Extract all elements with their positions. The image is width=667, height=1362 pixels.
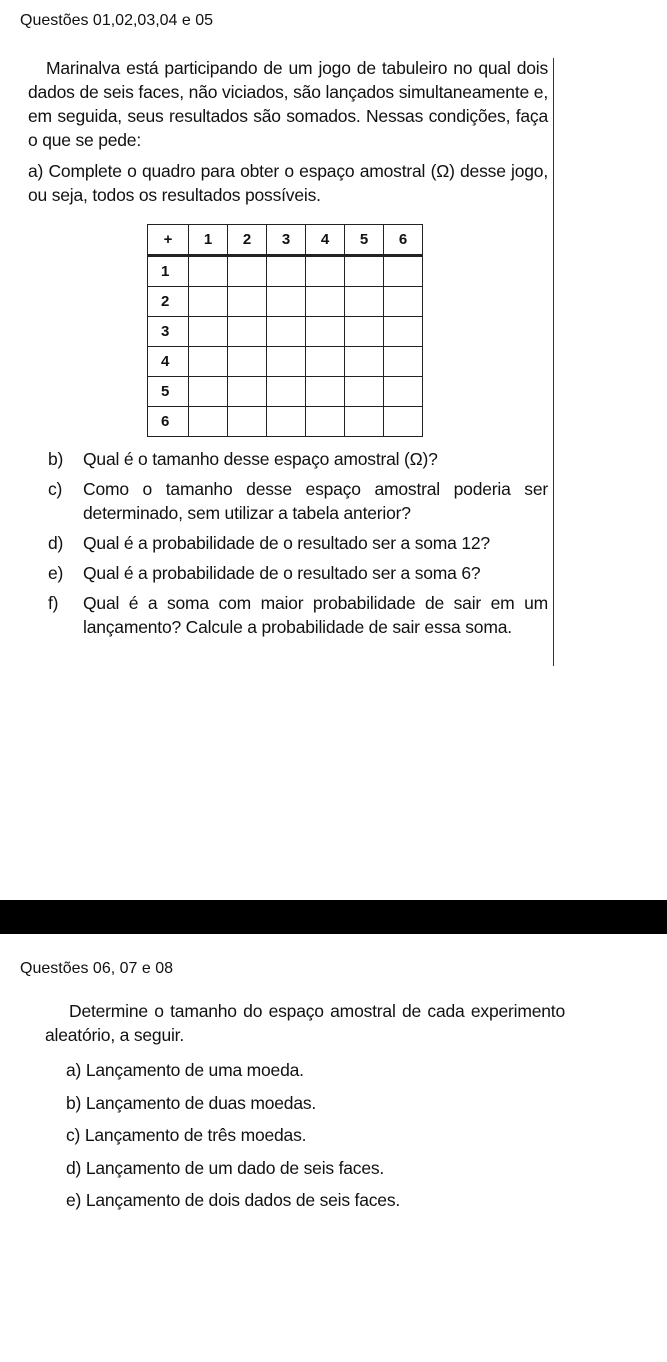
row-header: 5 xyxy=(148,377,189,407)
item-letter: f) xyxy=(48,593,59,613)
table-cell xyxy=(189,407,228,437)
item-text: Qual é o tamanho desse espaço amostral (Ω)? xyxy=(83,449,438,469)
intro-text: Determine o tamanho do espaço amostral de cada experimento aleatório, a seguir. xyxy=(45,1001,565,1045)
list-item xyxy=(48,447,548,471)
list-item xyxy=(48,531,548,555)
table-cell xyxy=(384,287,423,317)
item-letter: c) xyxy=(48,479,63,499)
col-header: 4 xyxy=(306,225,345,256)
intro-text: Marinalva está participando de um jogo de tabuleiro no qual dois dados de seis faces, não viciados, são lançados simultaneamente e, em seguida, seus resultados são somados. Nessas condições, faça o que se pede: xyxy=(28,58,548,150)
table-row xyxy=(148,287,423,317)
table-cell xyxy=(384,407,423,437)
row-header: 1 xyxy=(148,256,189,287)
item-a: a) Complete o quadro para obter o espaço amostral (Ω) desse jogo, ou seja, todos os resultados possíveis. xyxy=(28,161,548,205)
list-item: c) Lançamento de três moedas. xyxy=(66,1125,307,1145)
table-cell xyxy=(345,317,384,347)
table-cell xyxy=(189,256,228,287)
table-cell xyxy=(228,347,267,377)
table-cell xyxy=(306,256,345,287)
col-header: 2 xyxy=(228,225,267,256)
table-header-row xyxy=(148,225,423,256)
question-items xyxy=(48,447,548,645)
col-header: 1 xyxy=(189,225,228,256)
sample-space-table xyxy=(147,224,423,437)
col-header: 3 xyxy=(267,225,306,256)
list-item xyxy=(48,477,548,525)
list-item: e) Lançamento de dois dados de seis faces. xyxy=(66,1190,401,1210)
table-cell xyxy=(306,407,345,437)
item-text: Como o tamanho desse espaço amostral poderia ser determinado, sem utilizar a tabela anterior? xyxy=(83,479,548,523)
table-cell xyxy=(228,256,267,287)
intro-paragraph xyxy=(45,999,565,1047)
table-cell xyxy=(306,347,345,377)
table-row xyxy=(148,407,423,437)
table-cell xyxy=(384,377,423,407)
item-letter: d) xyxy=(48,533,64,553)
row-header: 2 xyxy=(148,287,189,317)
row-header: 4 xyxy=(148,347,189,377)
table-cell xyxy=(306,317,345,347)
margin-line xyxy=(553,58,554,666)
section1-heading: Questões 01,02,03,04 e 05 xyxy=(20,12,214,29)
list-item xyxy=(48,561,548,585)
table-cell xyxy=(267,317,306,347)
row-header: 6 xyxy=(148,407,189,437)
separator-band xyxy=(0,900,667,934)
intro-paragraph xyxy=(28,56,548,152)
table-cell xyxy=(228,407,267,437)
table-cell xyxy=(228,377,267,407)
table-cell xyxy=(345,256,384,287)
question-2-text xyxy=(45,999,565,1047)
table-cell xyxy=(267,347,306,377)
table-cell xyxy=(189,377,228,407)
item-letter: b) xyxy=(48,449,64,469)
section2-heading: Questões 06, 07 e 08 xyxy=(20,960,173,977)
table-cell xyxy=(228,317,267,347)
item-text: Qual é a probabilidade de o resultado ser a soma 6? xyxy=(83,563,481,583)
list-item: d) Lançamento de um dado de seis faces. xyxy=(66,1157,385,1178)
list-item: a) Lançamento de uma moeda. xyxy=(66,1060,304,1080)
item-text: Qual é a soma com maior probabilidade de sair em um lançamento? Calcule a probabilidade de sair essa soma. xyxy=(83,593,548,637)
table-corner: + xyxy=(148,225,189,256)
table-cell xyxy=(345,287,384,317)
table-cell xyxy=(384,317,423,347)
table-cell xyxy=(306,377,345,407)
table-row xyxy=(148,317,423,347)
table-cell xyxy=(189,317,228,347)
table-cell xyxy=(267,407,306,437)
row-header: 3 xyxy=(148,317,189,347)
col-header: 6 xyxy=(384,225,423,256)
table-cell xyxy=(228,287,267,317)
table-cell xyxy=(189,287,228,317)
table-cell xyxy=(345,407,384,437)
question-1-text xyxy=(28,56,548,207)
table-cell xyxy=(384,256,423,287)
table-row xyxy=(148,347,423,377)
table-cell xyxy=(189,347,228,377)
table-cell xyxy=(384,347,423,377)
experiment-list xyxy=(66,1058,400,1221)
table-cell xyxy=(306,287,345,317)
table-cell xyxy=(345,347,384,377)
item-letter: e) xyxy=(48,563,64,583)
list-item xyxy=(48,591,548,639)
table-cell xyxy=(267,377,306,407)
col-header: 5 xyxy=(345,225,384,256)
table-cell xyxy=(345,377,384,407)
table-row xyxy=(148,256,423,287)
item-text: Qual é a probabilidade de o resultado ser a soma 12? xyxy=(83,533,490,553)
table-row xyxy=(148,377,423,407)
table-cell xyxy=(267,287,306,317)
table-cell xyxy=(267,256,306,287)
list-item: b) Lançamento de duas moedas. xyxy=(66,1092,317,1113)
